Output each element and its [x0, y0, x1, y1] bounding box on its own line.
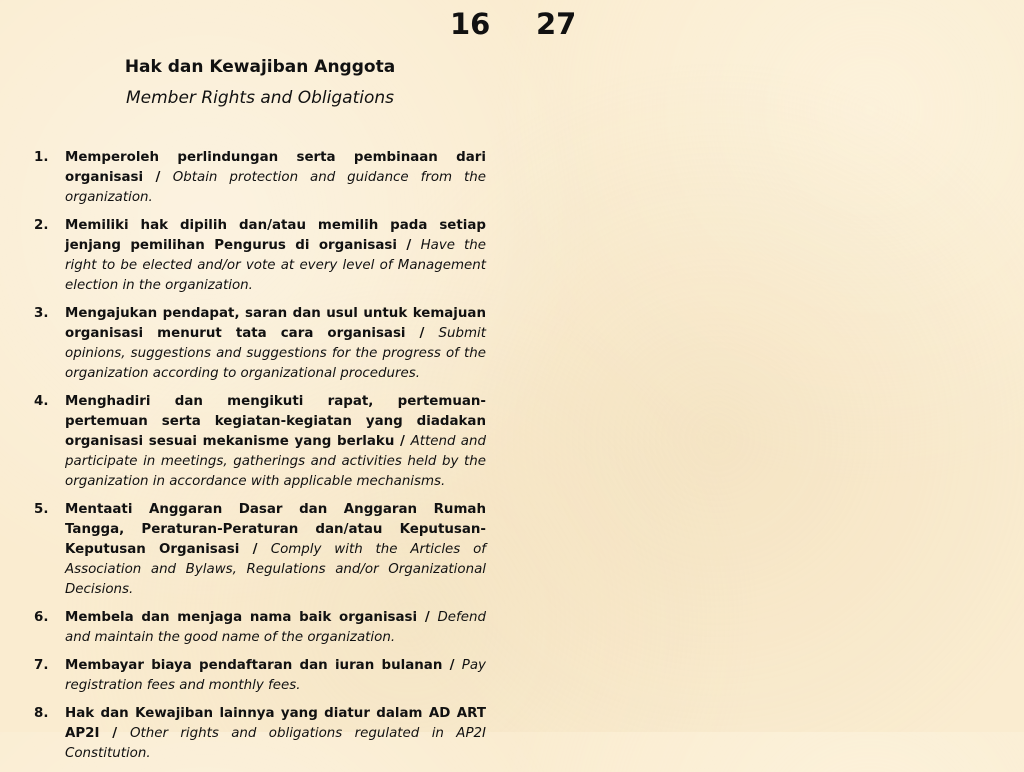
item-text-indonesian: Membayar biaya pendaftaran dan iuran bulanan / [65, 658, 462, 673]
item-text-english: Attend and participate in meetings, gatherings and activities held by the organization in accordance with applicable mechanisms. [65, 434, 487, 489]
item-text-english: Defend and maintain the good name of the organization. [65, 610, 486, 645]
list-item [34, 608, 486, 648]
item-number: 3. [34, 306, 49, 321]
list-item [34, 500, 486, 600]
page-number-right: 27 [536, 7, 577, 41]
list-item [34, 216, 486, 296]
item-text-english: Other rights and obligations regulated in AP2I Constitution. [65, 726, 486, 761]
item-text-indonesian: Mentaati Anggaran Dasar dan Anggaran Rumah Tangga, Peraturan-Peraturan dan/atau Keputusan-Keputusan Organisasi / [65, 502, 486, 557]
list-item [34, 704, 486, 764]
item-text-indonesian: Memiliki hak dipilih dan/atau memilih pada setiap jenjang pemilihan Pengurus di organisasi / [65, 218, 486, 253]
item-number: 4. [34, 394, 49, 409]
list-item [34, 148, 486, 208]
item-text-english: Comply with the Articles of Association and Bylaws, Regulations and/or Organizational Decisions. [65, 542, 486, 597]
item-text-english: Obtain protection and guidance from the organization. [65, 170, 486, 205]
item-text-english: Pay registration fees and monthly fees. [65, 658, 486, 693]
item-number: 6. [34, 610, 49, 625]
list-item [34, 304, 486, 384]
rights-obligations-list [34, 148, 486, 772]
item-number: 5. [34, 502, 49, 517]
item-text-indonesian: Memperoleh perlindungan serta pembinaan dari organisasi / [65, 150, 486, 185]
item-text-indonesian: Hak dan Kewajiban lainnya yang diatur dalam AD ART AP2I / [65, 706, 486, 741]
item-text-english: Have the right to be elected and/or vote at every level of Management election in the organization. [65, 238, 487, 293]
page-number-left: 16 [450, 7, 491, 41]
item-text-indonesian: Menghadiri dan mengikuti rapat, pertemuan-pertemuan serta kegiatan-kegiatan yang diadakan organisasi sesuai mekanisme yang berlaku / [65, 394, 486, 449]
item-number: 1. [34, 150, 49, 165]
item-number: 7. [34, 658, 49, 673]
item-number: 2. [34, 218, 49, 233]
list-item [34, 392, 486, 492]
section-title: Hak dan Kewajiban Anggota [124, 57, 396, 77]
item-number: 8. [34, 706, 49, 721]
item-text-english: Submit opinions, suggestions and suggestions for the progress of the organization according to organizational procedures. [65, 326, 486, 381]
item-text-indonesian: Membela dan menjaga nama baik organisasi / [65, 610, 438, 625]
page-numbers [448, 4, 588, 44]
section-subtitle: Member Rights and Obligations [126, 88, 394, 108]
list-item [34, 656, 486, 696]
item-text-indonesian: Mengajukan pendapat, saran dan usul untuk kemajuan organisasi menurut tata cara organisasi / [65, 306, 486, 341]
